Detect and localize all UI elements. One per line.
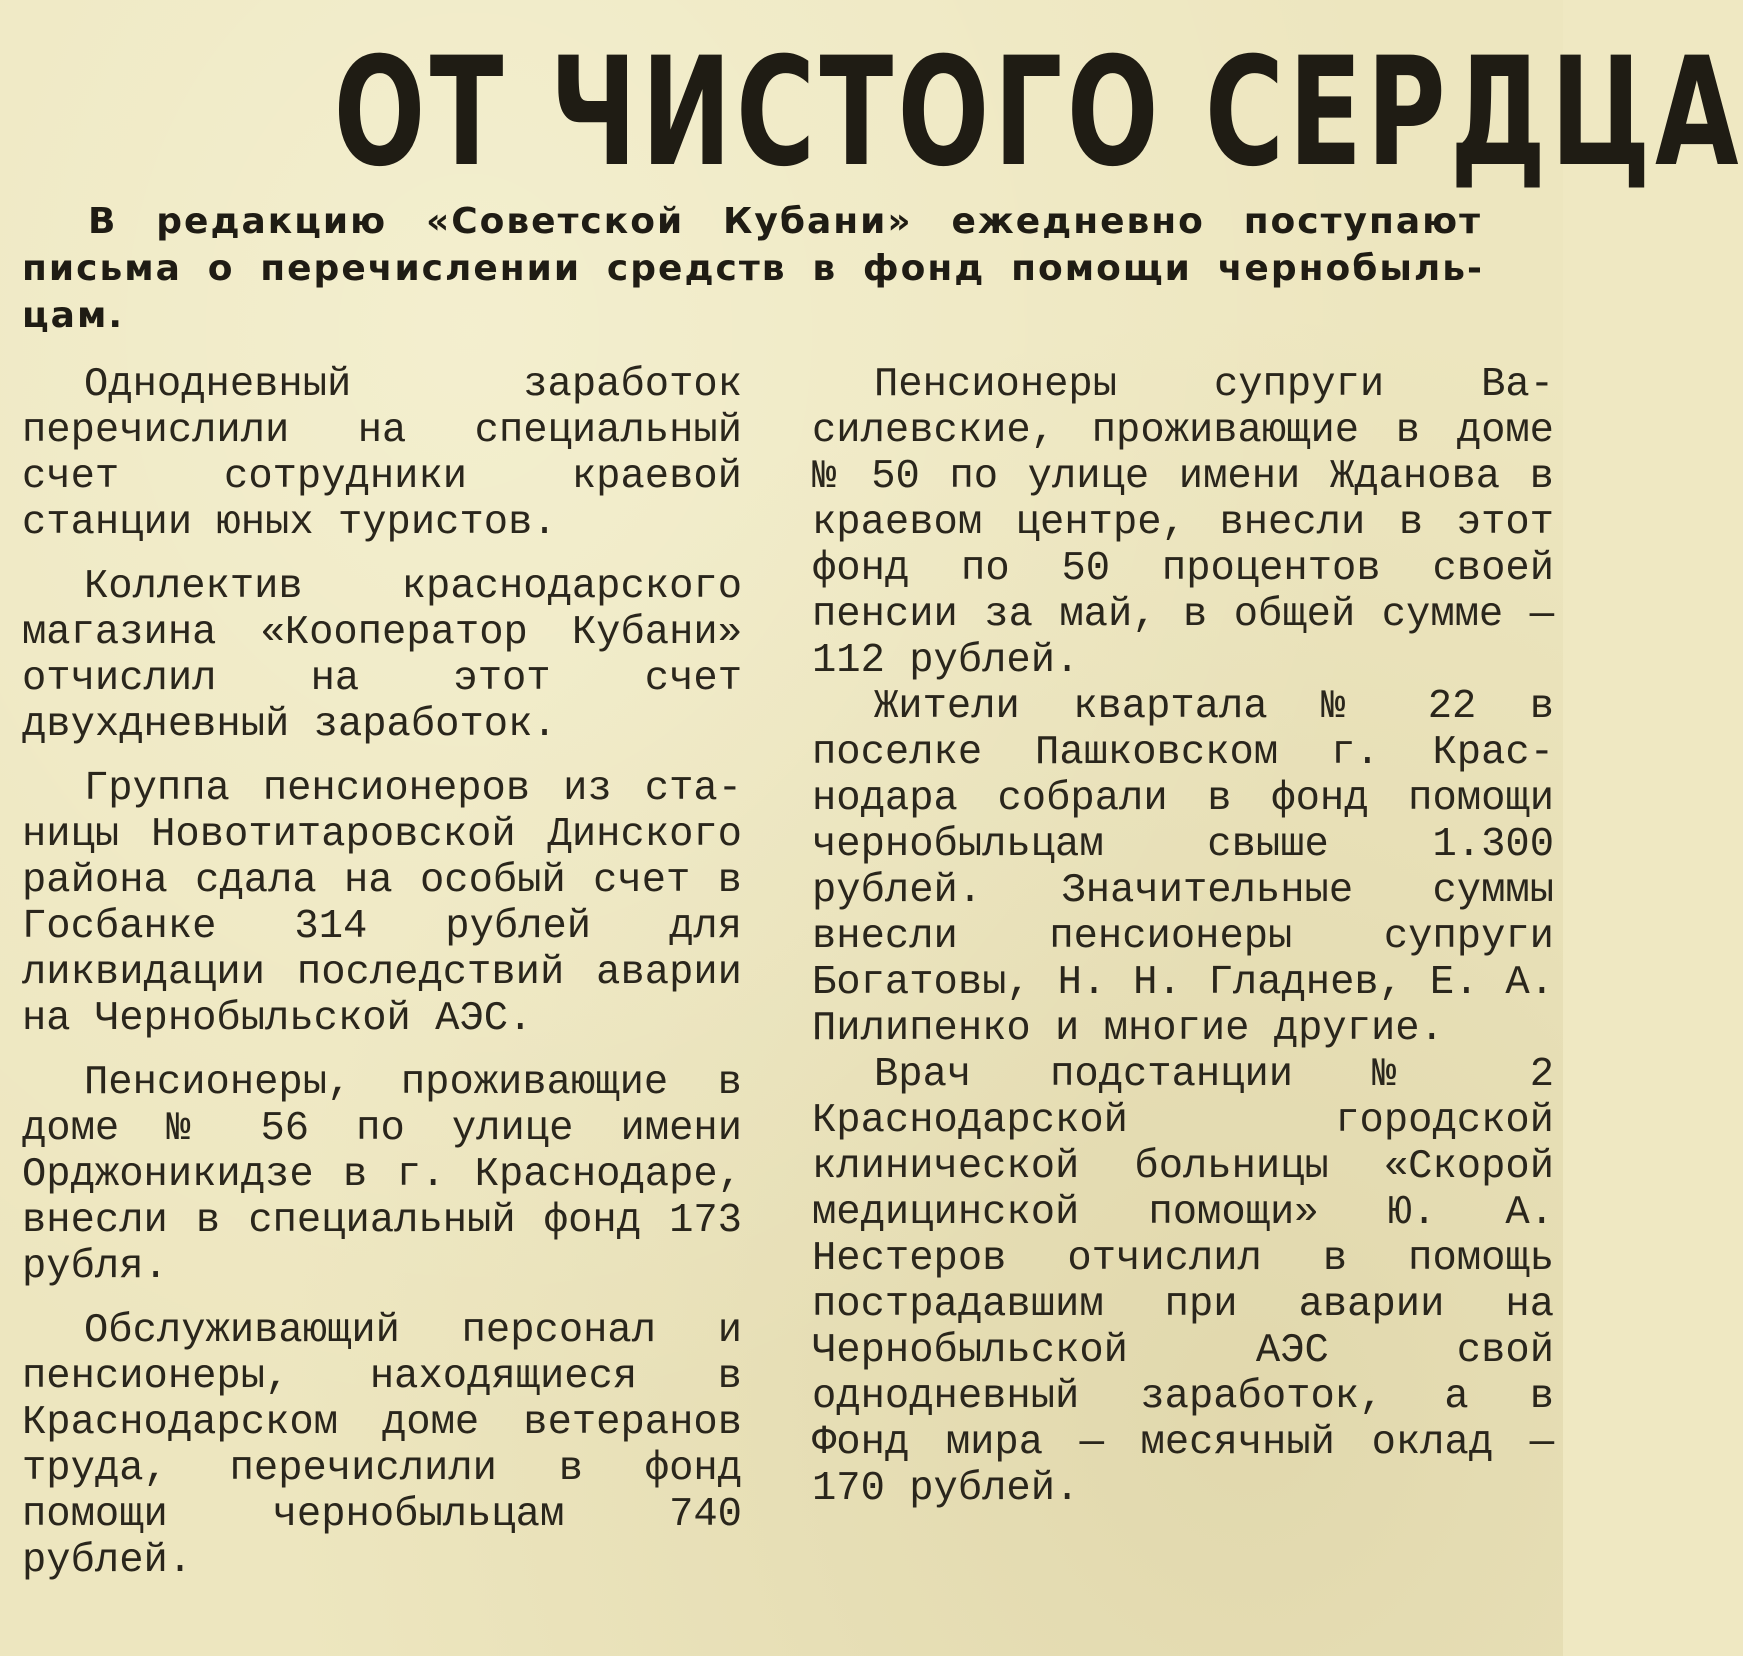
paragraph: Однодневный заработок перечислили на специальный счет сотрудники краевой станции юных туристов.	[22, 362, 742, 546]
paragraph: Обслуживающий персонал и пенсионеры, находящиеся в Краснодарском доме ветеранов труда, перечислили в фонд помощи чернобыльцам 740 рублей.	[22, 1308, 742, 1584]
paragraph: Группа пенсионеров из станицы Новотитаровской Динского района сдала на особый счет в Госбанке 314 рублей для ликвидации последствий аварии на Чернобыльской АЭС.	[22, 766, 742, 1042]
paragraph: Пенсионеры, проживающие в доме № 56 по улице имени Орджоникидзе в г. Краснодаре, внесли в специальный фонд 173 рубля.	[22, 1060, 742, 1290]
left-column	[22, 362, 742, 1602]
lead-paragraph: В редакцию «Советской Кубани» ежедневно поступают письма о перечислении средств в фонд помощи чернобыльцам.	[22, 201, 1482, 336]
paragraph: Жители квартала № 22 в поселке Пашковском г. Краснодара собрали в фонд помощи чернобыльцам свыше 1.300 рублей. Значительные суммы внесли пенсионеры супруги Богатовы, Н. Н. Гладнев, Е. А. Пилипенко и многие другие.	[812, 684, 1554, 1052]
paragraph: Коллектив краснодарского магазина «Кооператор Кубани» отчислил на этот счет двухдневный заработок.	[22, 564, 742, 748]
right-column	[812, 362, 1554, 1512]
headline: ОТ ЧИСТОГО СЕРДЦА	[333, 26, 1743, 200]
paragraph: Врач подстанции № 2 Краснодарской городской клинической больницы «Скорой медицинской помощи» Ю. А. Нестеров отчислил в помощь пострадавшим при аварии на Чернобыльской АЭС свой однодневный заработок, а в Фонд мира — месячный оклад — 170 рублей.	[812, 1052, 1554, 1512]
paragraph: Пенсионеры супруги Василевские, проживающие в доме № 50 по улице имени Жданова в краевом центре, внесли в этот фонд по 50 процентов своей пенсии за май, в общей сумме — 112 рублей.	[812, 362, 1554, 684]
